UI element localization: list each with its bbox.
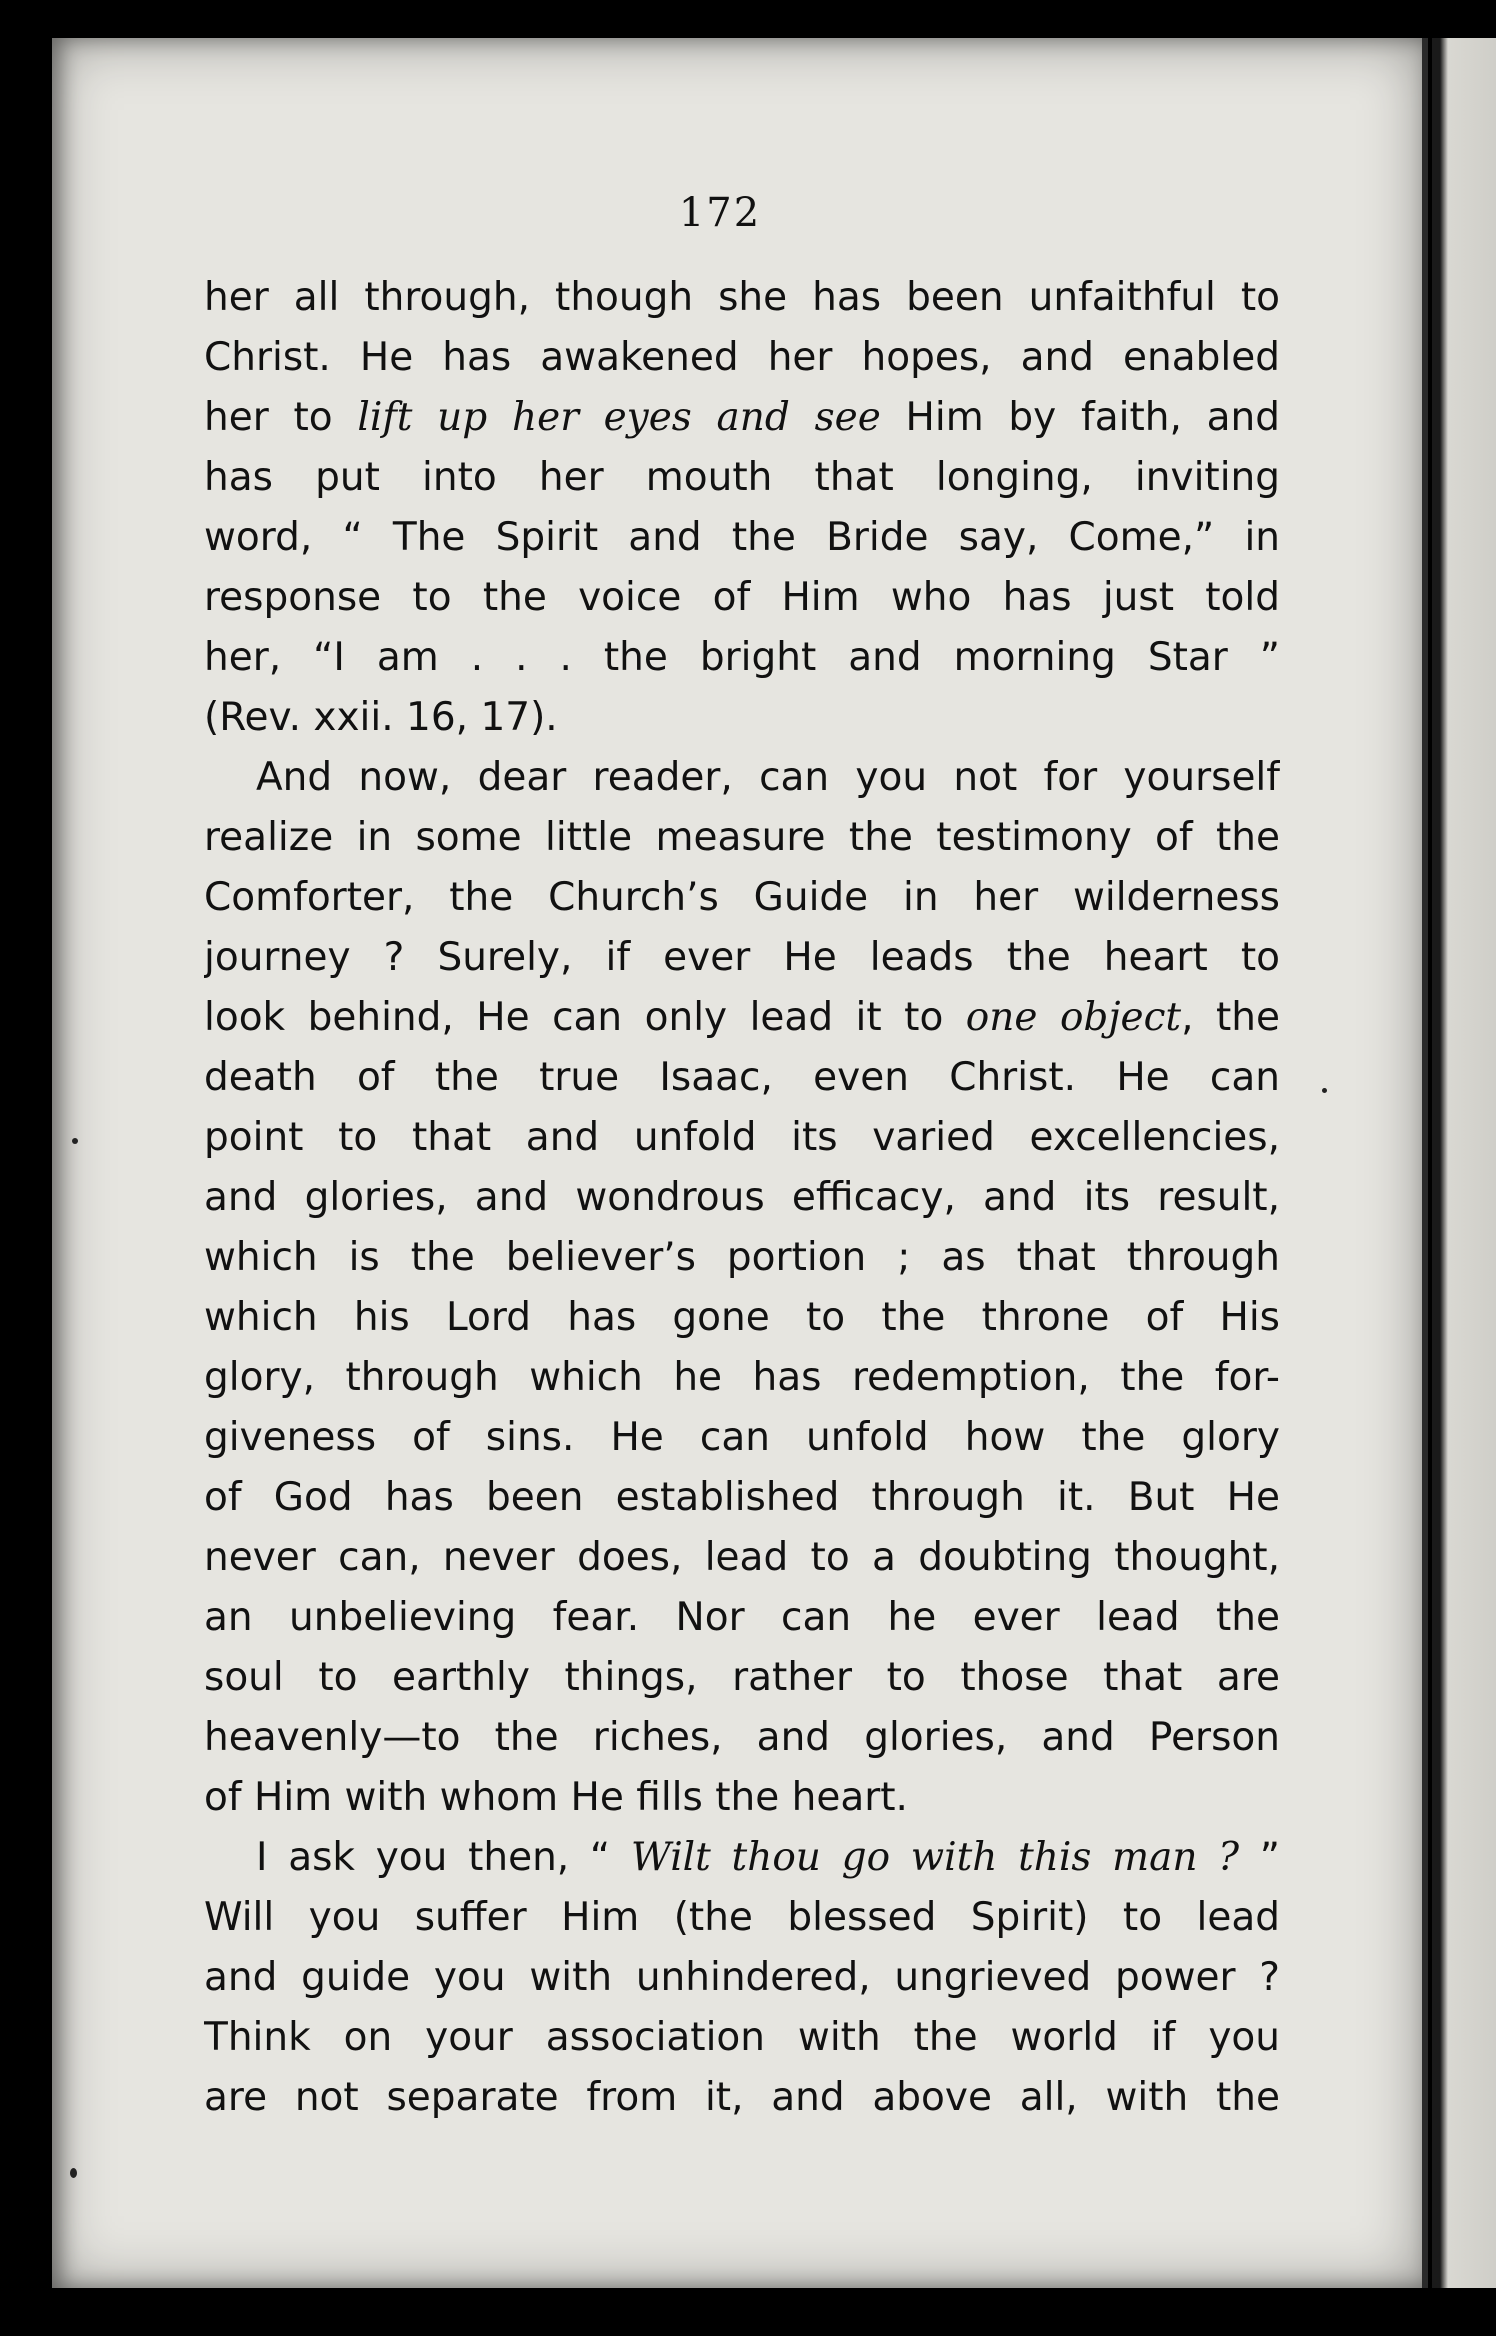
text-segment: never can, never does, lead to a doubting thought, [204, 1535, 1280, 1580]
text-segment: heavenly—to the riches, and glories, and Person [204, 1715, 1280, 1760]
text-segment: (Rev. xxii. 16, 17). [204, 695, 558, 740]
text-segment: her to [204, 395, 358, 440]
text-line [204, 1888, 1280, 1948]
text-segment: word, “ The Spirit and the Bride say, Come,” in [204, 515, 1280, 560]
text-line [204, 1528, 1280, 1588]
scan-speck [70, 2168, 77, 2178]
text-segment: Christ. He has awakened her hopes, and enabled [204, 335, 1280, 380]
text-segment: I ask you then, “ [256, 1835, 631, 1880]
text-segment: Comforter, the Church’s Guide in her wilderness [204, 875, 1280, 920]
page-number: 172 [678, 190, 762, 236]
text-segment: point to that and unfold its varied excellencies, [204, 1115, 1280, 1160]
text-line [204, 688, 1280, 748]
text-segment: giveness of sins. He can unfold how the glory [204, 1415, 1280, 1460]
text-line [204, 1768, 1280, 1828]
text-line [204, 1948, 1280, 2008]
text-line [204, 2008, 1280, 2068]
text-segment: of God has been established through it. But He [204, 1475, 1280, 1520]
text-segment: of Him with whom He fills the heart. [204, 1775, 908, 1820]
text-segment: , the [1181, 995, 1280, 1040]
text-segment: and glories, and wondrous efficacy, and its result, [204, 1175, 1280, 1220]
italic-text: Wilt thou go with this man ? [630, 1835, 1240, 1880]
text-segment: death of the true Isaac, even Christ. He can [204, 1055, 1280, 1100]
text-line [204, 988, 1280, 1048]
text-segment: which is the believer’s portion ; as that through [204, 1235, 1280, 1280]
text-line [204, 388, 1280, 448]
text-line [204, 1588, 1280, 1648]
text-line [204, 1348, 1280, 1408]
text-line [204, 868, 1280, 928]
text-segment: Him by faith, and [880, 395, 1280, 440]
text-line [204, 1108, 1280, 1168]
text-line [204, 1168, 1280, 1228]
text-line [204, 1228, 1280, 1288]
text-segment: realize in some little measure the testimony of the [204, 815, 1280, 860]
text-segment: ” [1239, 1835, 1280, 1880]
text-line [204, 268, 1280, 328]
text-line [204, 2068, 1280, 2128]
italic-text: lift up her eyes and see [357, 395, 881, 440]
text-segment: soul to earthly things, rather to those that are [204, 1655, 1280, 1700]
text-line [204, 1408, 1280, 1468]
text-line [204, 928, 1280, 988]
text-segment: are not separate from it, and above all, with the [204, 2075, 1280, 2120]
text-segment: which his Lord has gone to the throne of His [204, 1295, 1280, 1340]
text-line [204, 1468, 1280, 1528]
text-segment: has put into her mouth that longing, inviting [204, 455, 1280, 500]
text-line [204, 1048, 1280, 1108]
text-segment: journey ? Surely, if ever He leads the heart to [204, 935, 1280, 980]
text-segment: response to the voice of Him who has just told [204, 575, 1280, 620]
scan-speck [72, 1138, 78, 1144]
text-line [204, 808, 1280, 868]
text-segment: her, “I am . . . the bright and morning Star ” [204, 635, 1280, 680]
body-text [204, 268, 1280, 2128]
text-segment: Think on your association with the world if you [204, 2015, 1280, 2060]
text-line [204, 568, 1280, 628]
text-line [204, 448, 1280, 508]
text-segment: her all through, though she has been unfaithful to [204, 275, 1280, 320]
text-segment: and guide you with unhindered, ungrieved power ? [204, 1955, 1280, 2000]
text-segment: And now, dear reader, can you not for yourself [256, 755, 1280, 800]
text-line [204, 628, 1280, 688]
text-segment: glory, through which he has redemption, the for- [204, 1355, 1280, 1400]
italic-text: one object [965, 995, 1182, 1040]
text-line [204, 328, 1280, 388]
scan-speck [1322, 1088, 1327, 1093]
text-line [204, 1648, 1280, 1708]
text-line [204, 508, 1280, 568]
text-line [204, 1828, 1280, 1888]
text-line [204, 748, 1280, 808]
text-segment: an unbelieving fear. Nor can he ever lead the [204, 1595, 1280, 1640]
text-line [204, 1708, 1280, 1768]
text-segment: Will you suffer Him (the blessed Spirit) to lead [204, 1895, 1280, 1940]
text-line [204, 1288, 1280, 1348]
text-segment: look behind, He can only lead it to [204, 995, 966, 1040]
next-page-edge [1432, 38, 1496, 2288]
